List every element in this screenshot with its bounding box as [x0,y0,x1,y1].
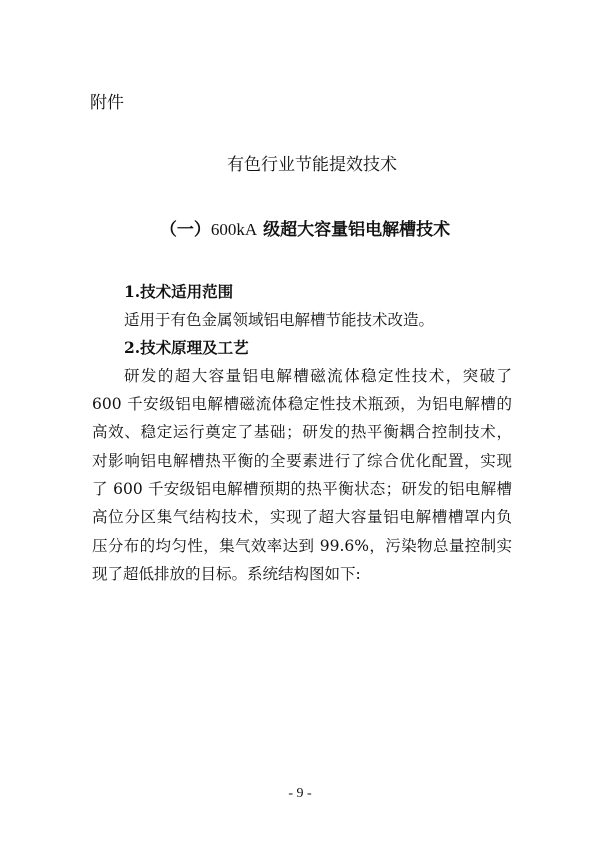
paragraph-line: 压分布的均匀性，集气效率达到 99.6%，污染物总量控制实 [92,537,512,555]
paragraph-line: 600 千安级铝电解槽磁流体稳定性技术瓶颈，为铝电解槽的 [92,395,512,413]
paragraph-line: 高位分区集气结构技术，实现了超大容量铝电解槽槽罩内负 [92,508,512,526]
section-prefix: （一） [159,220,211,240]
attachment-label: 附件 [90,93,124,113]
paragraph-line: 现了超低排放的目标。系统结构图如下: [92,565,361,583]
paragraph-line: 高效、稳定运行奠定了基础；研发的热平衡耦合控制技术， [92,423,512,441]
paragraph-line: 了 600 千安级铝电解槽预期的热平衡状态；研发的铝电解槽 [92,480,512,498]
section-title [0,215,600,240]
paragraph-line: 研发的超大容量铝电解槽磁流体稳定性技术，突破了 [124,367,512,385]
document-title: 有色行业节能提效技术 [227,155,397,175]
heading-principle: 2.技术原理及工艺 [124,338,249,357]
section-title-text: 级超大容量铝电解槽技术 [257,220,451,240]
paragraph-line: 对影响铝电解槽热平衡的全要素进行了综合优化配置，实现 [92,452,512,470]
section-capacity: 600kA [210,220,258,239]
heading-scope: 1.技术适用范围 [124,282,234,301]
paragraph-line: 适用于有色金属领域铝电解槽节能技术改造。 [124,311,435,329]
page-number: - 9 - [288,786,312,801]
